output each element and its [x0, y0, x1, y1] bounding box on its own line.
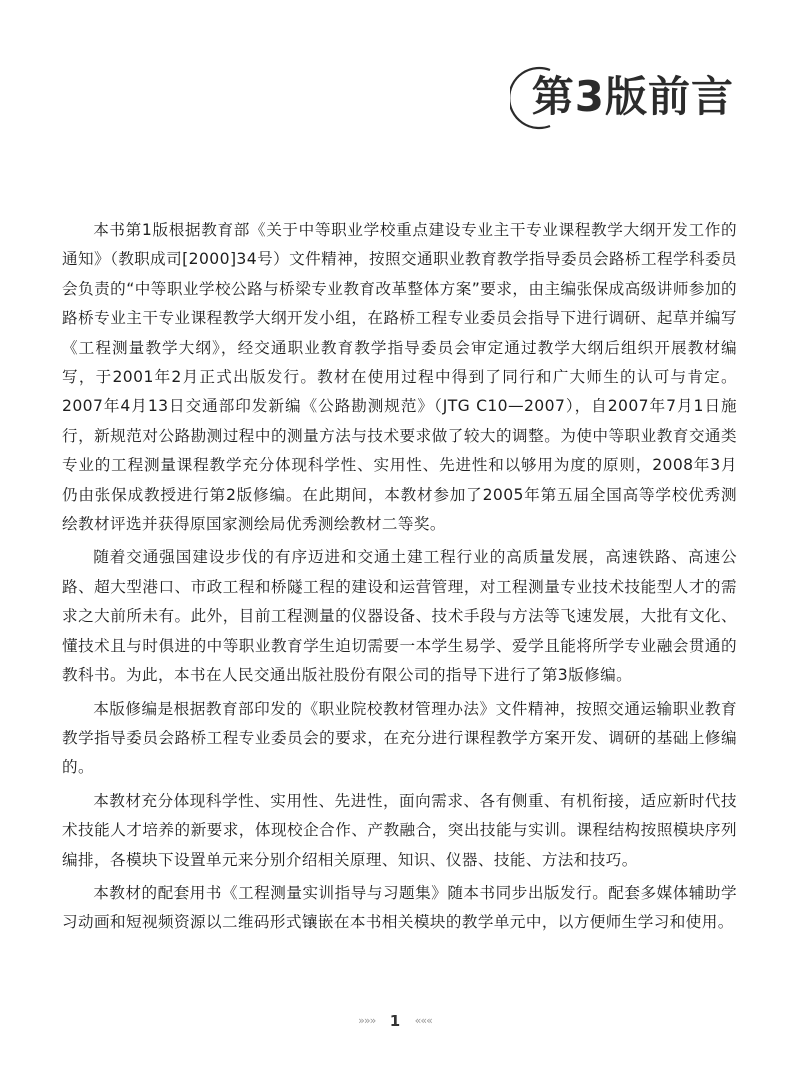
footer-right-arrows: ««« [414, 1014, 432, 1027]
paragraph: 本教材的配套用书《工程测量实训指导与习题集》随本书同步出版发行。配套多媒体辅助学习动画和短视频资源以二维码形式镶嵌在本书相关模块的教学单元中，以方便师生学习和使用。 [62, 883, 737, 932]
preface-body [62, 216, 737, 942]
page-header [526, 62, 734, 132]
footer-left-arrows: »»» [358, 1014, 376, 1027]
page-title: 第3版前言 [531, 72, 734, 121]
paragraph: 本版修编是根据教育部印发的《职业院校教材管理办法》文件精神，按照交通运输职业教育教学指导委员会路桥工程专业委员会的要求，在充分进行课程教学方案开发、调研的基础上修编的。 [62, 699, 737, 777]
paragraph: 随着交通强国建设步伐的有序迈进和交通土建工程行业的高质量发展，高速铁路、高速公路、超大型港口、市政工程和桥隧工程的建设和运营管理，对工程测量专业技术技能型人才的需求之大前所未有。此外，目前工程测量的仪器设备、技术手段与方法等飞速发展，大批有文化、懂技术且与时俱进的中等职业教育学生迫切需要一本学生易学、爱学且能将所学专业融会贯通的教科书。为此，本书在人民交通出版社股份有限公司的指导下进行了第3版修编。 [62, 548, 737, 685]
page-number: 1 [389, 1012, 401, 1030]
paragraph: 本教材充分体现科学性、实用性、先进性，面向需求、各有侧重、有机衔接，适应新时代技术技能人才培养的新要求，体现校企合作、产教融合，突出技能与实训。课程结构按照模块序列编排，各模块下设置单元来分别介绍相关原理、知识、仪器、技能、方法和技巧。 [62, 791, 737, 869]
page-footer [0, 1012, 790, 1030]
paragraph: 本书第1版根据教育部《关于中等职业学校重点建设专业主干专业课程教学大纲开发工作的通知》（教职成司[2000]34号）文件精神，按照交通职业教育教学指导委员会路桥工程学科委员会负责的“中等职业学校公路与桥梁专业教育改革整体方案”要求，由主编张保成高级讲师参加的路桥专业主干专业课程教学大纲开发小组，在路桥工程专业委员会指导下进行调研、起草并编写《工程测量教学大纲》，经交通职业教育教学指导委员会审定通过教学大纲后组织开展教材编写，于2001年2月正式出版发行。教材在使用过程中得到了同行和广大师生的认可与肯定。2007年4月13日交通部印发新编《公路勘测规范》（JTG C10—2007），自2007年7月1日施行，新规范对公路勘测过程中的测量方法与技术要求做了较大的调整。为使中等职业教育交通类专业的工程测量课程教学充分体现科学性、实用性、先进性和以够用为度的原则，2008年3月仍由张保成教授进行第2版修编。在此期间，本教材参加了2005年第五届全国高等学校优秀测绘教材评选并获得原国家测绘局优秀测绘教材二等奖。 [62, 221, 737, 534]
